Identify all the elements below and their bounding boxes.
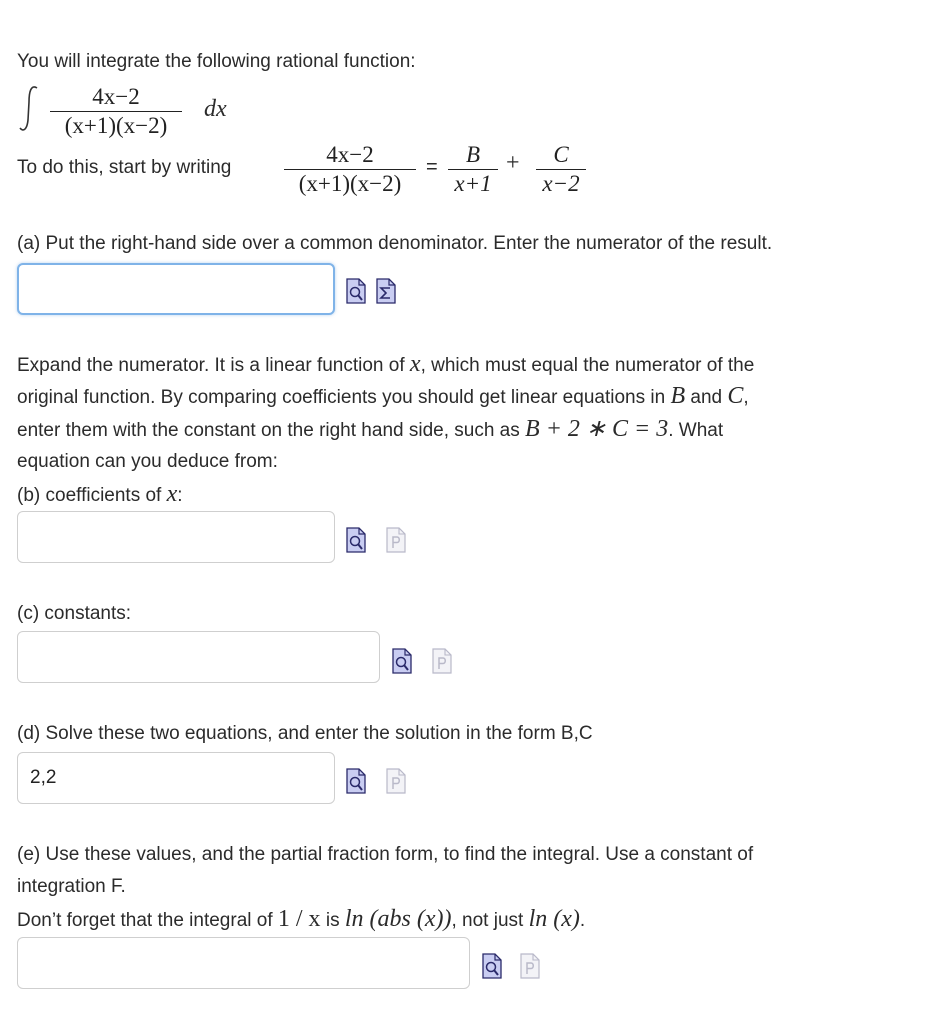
preview-icon[interactable] <box>346 527 366 553</box>
plus-sign: + <box>506 150 520 176</box>
part-e-input[interactable] <box>17 937 470 989</box>
part-c-label: (c) constants: <box>17 603 132 624</box>
part-a-input[interactable] <box>17 263 335 315</box>
part-b-input[interactable] <box>17 511 335 563</box>
part-e-line-2: integration F. <box>17 876 126 897</box>
b-denominator: x+1 <box>454 171 492 196</box>
preview-icon[interactable] <box>392 648 412 674</box>
preview-icon[interactable] <box>346 278 366 304</box>
b-numerator: B <box>465 142 481 167</box>
c-denominator: x−2 <box>542 171 580 196</box>
help-icon[interactable] <box>432 648 452 674</box>
preview-icon[interactable] <box>346 768 366 794</box>
preview-icon[interactable] <box>482 953 502 979</box>
help-icon[interactable] <box>520 953 540 979</box>
lhs-numerator: 4x−2 <box>326 142 374 167</box>
dx-symbol: dx <box>204 96 227 122</box>
integral-sign <box>17 82 43 134</box>
integrand-denominator: (x+1)(x−2) <box>64 113 168 138</box>
c-numerator: C <box>553 142 569 167</box>
part-d-label: (d) Solve these two equations, and enter the solution in the form B,C <box>17 723 593 744</box>
lhs-denominator: (x+1)(x−2) <box>298 171 402 196</box>
equals-sign: = <box>426 156 438 178</box>
expand-line-1: Expand the numerator. It is a linear function of x, which must equal the numerator of the <box>17 351 755 377</box>
part-d-input[interactable] <box>17 752 335 804</box>
c-fraction <box>536 142 586 197</box>
b-fraction <box>448 142 498 197</box>
lhs-fraction <box>284 142 416 197</box>
start-text: To do this, start by writing <box>17 157 232 178</box>
expand-line-4: equation can you deduce from: <box>17 451 278 472</box>
help-icon[interactable] <box>386 768 406 794</box>
part-b-label: (b) coefficients of x: <box>17 481 183 507</box>
part-c-input[interactable] <box>17 631 380 683</box>
part-e-line-3: Don’t forget that the integral of 1 / x is ln (abs (x)), not just ln (x). <box>17 906 586 932</box>
part-e-line-1: (e) Use these values, and the partial fraction form, to find the integral. Use a constant of <box>17 844 754 865</box>
expand-line-2: original function. By comparing coefficients you should get linear equations in B and C, <box>17 383 749 409</box>
intro-text: You will integrate the following rational function: <box>17 51 416 72</box>
equation-editor-icon[interactable] <box>376 278 396 304</box>
expand-line-3: enter them with the constant on the right hand side, such as B + 2 ∗ C = 3. What <box>17 416 724 442</box>
help-icon[interactable] <box>386 527 406 553</box>
integrand-fraction <box>50 84 182 139</box>
part-a-label: (a) Put the right-hand side over a common denominator. Enter the numerator of the result. <box>17 233 773 254</box>
integrand-numerator: 4x−2 <box>92 84 140 109</box>
